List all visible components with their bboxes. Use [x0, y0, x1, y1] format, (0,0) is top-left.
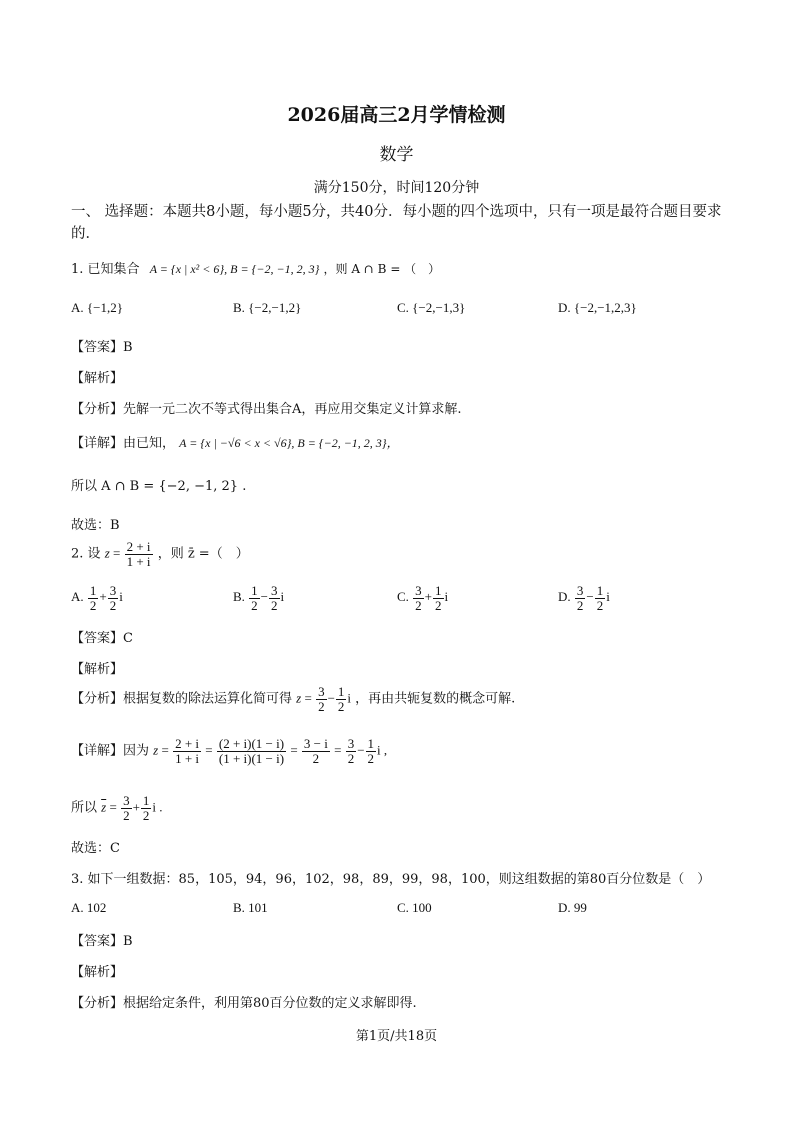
q2-answer: 【答案】C — [71, 631, 133, 646]
q3-analysis-label: 【解析】 — [71, 965, 124, 980]
page-number: 第1页/共18页 — [355, 1029, 438, 1044]
q3-option-a: A. 102 — [71, 900, 107, 915]
q1-stem-prefix: 1. 已知集合 — [71, 262, 140, 277]
q1-option-a: A. {−1,2} — [71, 300, 123, 315]
document-title: 2026届高三2月学情检测 — [287, 104, 506, 126]
q1-fenxi: 【分析】先解一元二次不等式得出集合A，再应用交集定义计算求解. — [71, 402, 462, 417]
q2-option-a: A. $\frac{1}{2}$ + $\frac{3}{2}$ i — [71, 583, 123, 613]
q1-stem — [71, 258, 440, 277]
q2-option-c: C. $\frac{3}{2}$ + $\frac{1}{2}$ i — [397, 583, 449, 613]
q2-stem: 2. 设 z = $\frac{2 + i}{1 + i}$ ，则 z̄ =（ ） — [71, 539, 249, 569]
q2-so: 所以 $\overline{z}$ = $\frac{3}{2}$ + $\frac{1}{2}$ i . — [71, 793, 163, 823]
q2-choice: 故选：C — [71, 841, 120, 856]
q2-fenxi: 【分析】根据复数的除法运算化简可得 z = $\frac{3}{2}$ − $\frac{1}{2}$ i ，再由共轭复数的概念可解. — [71, 684, 516, 714]
q1-option-c: C. {−2,−1,3} — [397, 300, 466, 315]
document-subject: 数学 — [379, 145, 414, 165]
q2-option-b: B. $\frac{1}{2}$ − $\frac{3}{2}$ i — [233, 583, 285, 613]
q3-option-b: B. 101 — [233, 900, 268, 915]
q1-analysis-label: 【解析】 — [71, 371, 124, 386]
q1-option-d: D. {−2,−1,2,3} — [558, 300, 637, 315]
section-heading: 一、 选择题：本题共8小题，每小题5分，共40分．每小题的四个选项中，只有一项是最符合题目要求的． — [71, 204, 722, 242]
q2-analysis-label: 【解析】 — [71, 662, 124, 677]
q3-option-d: D. 99 — [558, 900, 587, 915]
q3-fenxi: 【分析】根据给定条件，利用第80百分位数的定义求解即得. — [71, 996, 417, 1011]
q2-stem-fraction: $\frac{2 + i}{1 + i}$ — [126, 539, 151, 569]
q2-option-d: D. $\frac{3}{2}$ − $\frac{1}{2}$ i — [558, 583, 610, 613]
q3-answer: 【答案】B — [71, 934, 133, 949]
q1-sets: A = {x | x² < 6}, B = {−2, −1, 2, 3} — [149, 262, 320, 276]
q2-stem-prefix: 2. 设 — [71, 546, 101, 562]
q1-detail — [71, 432, 399, 451]
q1-stem-suffix: ，则 A ∩ B = （ ） — [323, 262, 441, 276]
q1-so: 所以 A ∩ B = {−2, −1, 2} . — [71, 479, 247, 494]
q1-detail-prefix: 【详解】由已知， — [71, 436, 176, 451]
q1-choice: 故选：B — [71, 518, 120, 533]
q3-stem: 3. 如下一组数据：85，105，94，96，102，98，89，99，98，100，则这组数据的第80百分位数是（ ） — [71, 872, 711, 887]
q3-option-c: C. 100 — [397, 900, 432, 915]
q1-option-b: B. {−2,−1,2} — [233, 300, 302, 315]
q1-detail-math: A = {x | −√6 < x < √6}, B = {−2, −1, 2, 3}， — [179, 436, 399, 450]
q1-answer: 【答案】B — [71, 340, 133, 355]
q2-stem-suffix: ，则 z̄ =（ ） — [157, 546, 249, 562]
score-info: 满分150分，时间120分钟 — [313, 180, 480, 196]
q2-detail: 【详解】因为 z = $\frac{2 + i}{1 + i}$ = $\frac{(2 + i)(1 - i)}{(1 + i)(1 - i)}$ = $\frac{3 - i}{2}$ = $\frac{3}{2}$ − $\frac{1}{2}$ i , — [71, 736, 388, 766]
